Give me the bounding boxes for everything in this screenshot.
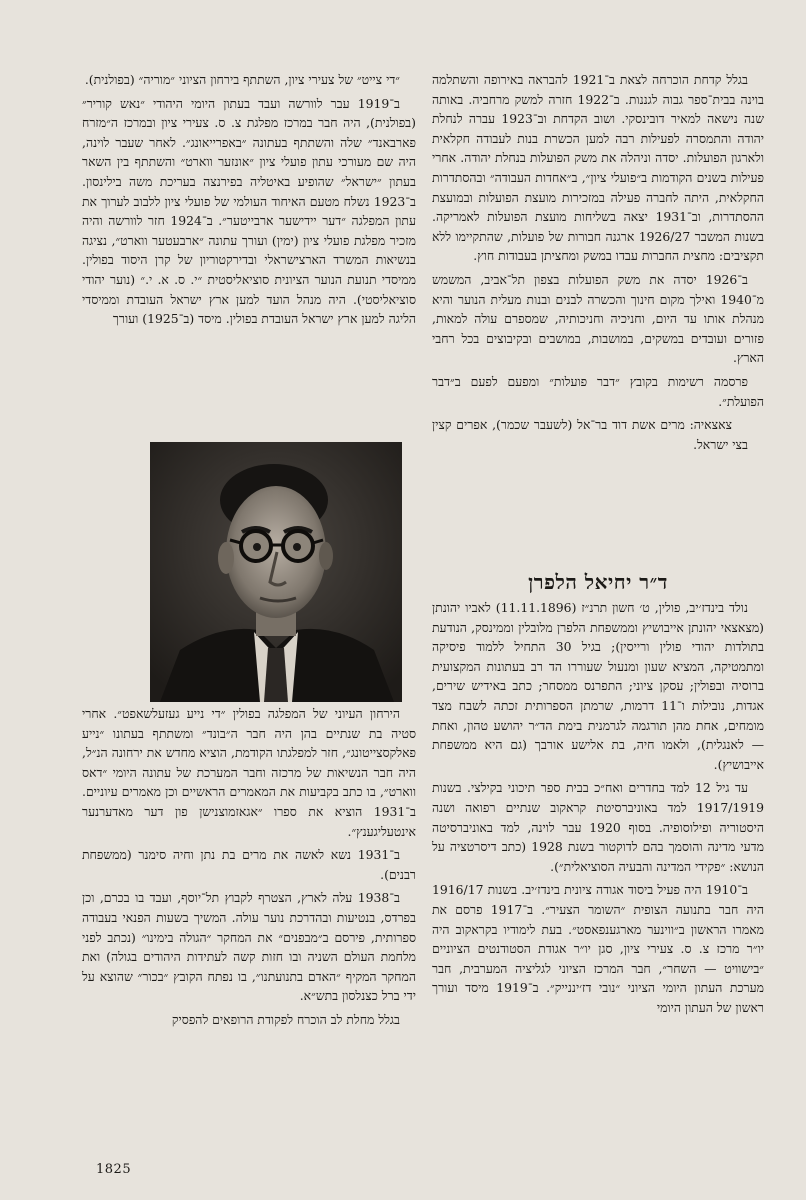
biography-heading: ד״ר יחיאל הלפרן — [528, 570, 668, 594]
portrait-photo — [150, 442, 402, 702]
survivors-paragraph: צאצאיה: מרים אשת דוד בר־אל (לשעבר שכמר), אפרים קצין בצי ישראל. — [432, 417, 748, 452]
paragraph: ״די צייט״ של צעירי ציון, השתתף בירחון הציוני ״מוריה״ (בפולנית). — [84, 72, 400, 87]
right-column-bottom — [432, 598, 764, 1017]
paragraph: ב־1931 נשא לאשה את מרים בת נתן וחיה סימנר (ממשפחת רבנים). — [82, 847, 416, 882]
left-column-bottom — [82, 704, 416, 1030]
paragraph: ב־1919 עבר לוורשה ועבד בעתון היומי היהודי ״נאש קוריר״ (בפולנית), היה חבר במרכז מפלגת צ. ס. צעירי ציון ובמרכז ה״מזרח פארבאנד״ שלה והשתתף בעתונה ״באפרייאונג״. לאחר שעבר לוינה, היה שם מעורכי עתון פועלי ציון ״אונזער ווארט״ והשתתף בין השאר בעתון ״ישראל״ שהופיע באיטליה בפירנצה בעריכת משה בילינסון. ב־1923 נשלח מטעם האיחוד העולמי של פועלי ציון ללבוב לערוך את עתון המפלגה ״דער יידישער ארבייטער״. ב־1924 חזר לוורשה והיה מזכיר מפלגת פועלי ציון (ימין) ועורך עתונה ״ארבעטער ווארט״, נציגה בנשיאות המשרד הארצישראלי ובדירקטוריון של קרן היסוד בפולין. ממיסדי תנועת הנוער הציונית סוציאליסטית ״י. ס. א. י.״ (נוער יהודי סוציאליסטי). היה מנהל הועד למען ארץ ישראל העובדת וממיסדי הליגה למען ארץ ישראל העובדת בפולין. מיסד (ב־1925) ועורך — [82, 95, 416, 327]
paragraph: בגלל מחלת לב הוכרח לפקודת הרופאים להפסיק — [171, 1011, 400, 1027]
paragraph: הירחון העיוני של המפלגה בפולין ״די נייע געזעלשאפט״. אחרי סטיה בת שנתיים בהן היה חבר ה״בונד״ ומשתתף בעתונו ״נייע פאלקסצייטונג״, חזר למפלגתו הקודמת, הוציא מחדש את ירחונה הנ״ל, היה חבר הנשיאות של מרכזה וחבר המערכת של עתונה היומי ״דאס ווארט״, בו כתב בקביעות את המאמרים הראשיים וכן מאמרים עיוניים. ב־1931 הוציא את ספרו ״אגאזמוצנישן פון דער מאדערנער אינטעליגענץ״. — [82, 706, 416, 839]
paragraph: נולד בינדז׳יב, פולין, ט׳ חשון תרנ״ז (11.11.1896) לאביו יהונתן (מצאצאי יהונתן אייבושיץ וממשפחת הלפרן מלובלין וממינסק, הנודעת בתולדות יהודי פולין ורייסין); בגיל 30 התחיל ללמוד פיסיקה ומתמטיקה, המציא שעון ומנעול שעוררו הד רב בעתונות המקצועית ברוסיה ובפולין; עסקן ציוני; התפרנס ממסחר; כתב באידיש שירים, אגדות, נובילות ו־11 דרמות, שרמתן הספרותית זכתה לשבח מצד מומחים, אחת מהן תורגמה לגרמנית בימת הד״ר יהושע טהון, ואחת — לאנגלית), ולאמו חיה, בת אלישע אורבך (גם היא ממשפחת אייבושיץ). — [432, 600, 764, 772]
left-column-top — [82, 70, 416, 329]
paragraph: עד גיל 12 למד בחדרים ואח״כ בבית ספר תיכוני בקילצי. בשנות 1917/1919 למד באוניברסיטת קראקוב שנתיים רפואה ושנה היסטוריה ופילוסופיה. בסוף 1920 עבר לוינה, למד באוניברסיטה מדעי מדינה והוסמך בהם לדוקטור בשנת 1928 (כתב דיסרטציה על הנושא: ״פקידי המדינה והבעיה הסוציאלית״). — [432, 780, 764, 874]
page-number: 1825 — [96, 1162, 132, 1177]
paragraph: ב־1926 יסדה את משק הפועלות בצפון תל־אביב, המשמש מ־1940 ואילך מקום חינוך והכשרה לבנים ובנות מעלית הנוער והיא מנהלת אותו עד היום, וחניכיה וחניכותיה, שמספרם עולה למאות, פזורים ועובדים במשקים, במושבות, במושבים ובקיבוצים בכל רחבי הארץ. — [432, 271, 764, 366]
paragraph: בגלל קדחת הוכרחה לצאת ב־1921 להבראה באירופה והשתלמה בוינה בבית־ספר גבוה לגננות. ב־1922 חזרה למשק מרחביה. באותה שנה נישאה למאיר דובינסקי. ושוב הקדחת וב־1923 עברה לנחלת יהודה והתמסרה לפעילות רבה למען הכשרת בנות לעבודה חקלאית ולארגון הפועלות. יסדה וניהלה את משק הפועלות בנחלת יהודה. אחרי פעילות בשנים הקודמות ב״פועלי ציון״, ב״אחדות העבודה״ ובהסתדרות החקלאית, היתה לחברה פעילה במזכירות מועצת הפועלות ובמועצת ההסתדרות, וב־1931 יצאה בשליחות מועצת הפועלות לאמריקה. בשנות המשבר 1926/27 ארגנה חבורות של פועלות, שהתקיימו ללא תקציבים: מחצית החברות עבדו במשק ומחציתן בעבודות חוץ. — [432, 72, 764, 264]
portrait-illustration — [150, 442, 402, 702]
paragraph: ב־1938 עלה לארץ, הצטרף לקבוץ תל־יוסף, ועבד בו בכרם, וכן בפרדס, בנטיעות ובהדרכת נוער עולה. המשיך בשעות הפנאי בעבודה ספרותית, פירסם ב״מבפנים״ את המחקר ״הגולה בימינו״ (נכתב לפני מלחמת העולם השניה ובו חזות קשה לעתידות היהודים בגולה) ואת המחקר המקיף ״האדם בתנועתנו״, בו נפתח הקובץ ״בכור״ שהוצא על ידי ברל כצנלסון בתש״א. — [82, 890, 416, 1004]
right-column-top — [432, 70, 764, 454]
paragraph: ב־1910 היה פעיל ביסוד אגודה ציונית בינדז׳יב. בשנות 1916/17 היה חבר בתנועה הצופית ״השומר הצעיר״. ב־1917 פרסם את מאמרו הראשון ב״ווינער מארגענפאסט״. בעת לימודיו בקראקוב היה יו״ר מרכז צ. ס. צעירי ציון, סגן יו״ר אגודת הסטודנטים הציוניים ״בישוויט — השחר״, חבר המרכז הציוני לגליציה המערבית, חבר מערכת העתון היומי הציוני ״נובי דז׳יננייק״. ב־1919 מיסד ועורך ראשון של העתון היומי — [432, 882, 764, 1015]
paragraph: פרסמה רשימות בקובץ ״דבר פועלות״ ומפעם לפעם ב״דבר הפועלת״. — [432, 373, 764, 409]
